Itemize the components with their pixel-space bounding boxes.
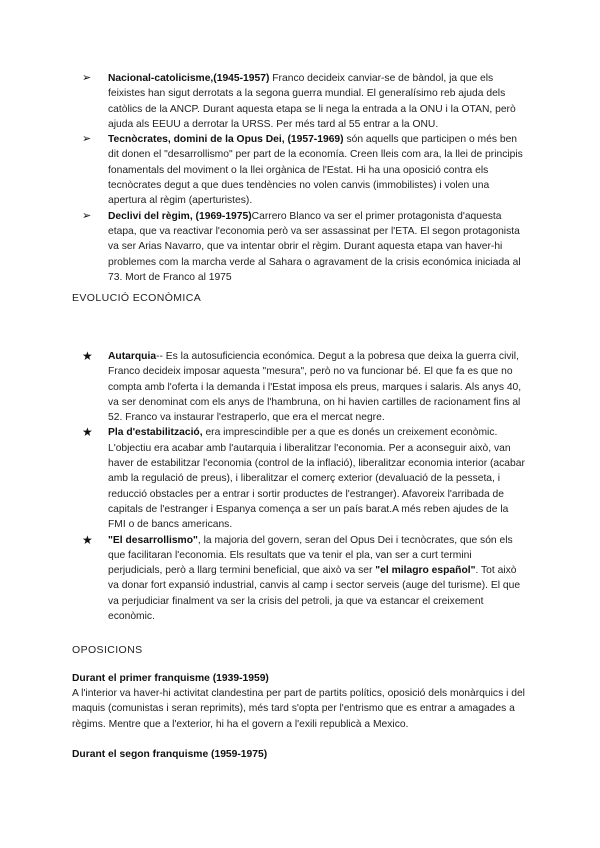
economy-item-text: -- Es la autosuficiencia económica. Degut a la pobresa que deixa la guerra civil, Franco decideix imposar aquesta "mesura", però no va funcionar bé. El que fa es que no compta amb l'oferta i la demanda i l'Estat imposa els preus, marques i salaris. Als anys 40, va ser denominat com els anys de l'hambruna, on hi havien cartilles de racionament fins al 52. Franco va instaurar l'estraperlo, que era el mercat negre. [108, 351, 522, 424]
period-text: Carrero Blanco va ser el primer protagonista d'aquesta etapa, que va reactivar l'economia però va ser assassinat per l'ETA. El segon protagonista va ser Arias Navarro, que va intentar obrir el règim. Durant aquesta etapa van haver-hi problemes com la marcha verde al Sahara o agravament de la crisis económica iniciada al 73. Mort de Franco al 1975 [108, 210, 521, 283]
second-francoism-title: Durant el segon franquisme (1959-1975) [72, 749, 268, 760]
first-francoism-text: A l'interior va haver-hi activitat clandestina per part de partits polítics, oposició dels monàrquics i del maquis (comunistas i seran reprimits), més tard s'opta per l'entrismo que es entrar a amagades a règims. Mentre que a l'exterior, hi ha el govern a l'exili republicà a Mexico. [72, 688, 525, 730]
period-text: són aquells que participen o més ben dit donen el "desarrollismo" per part de la economía. Creen lleis com ara, la llei de principis fonamentals del moviment o la llei orgànica de l'Estat. Hi ha una oposició contra els tecnòcrates degut a que dues tendències no volen canvis (immobilistes) i volen una apertura al règim (aperturistes). [108, 134, 523, 207]
star-bullet-icon: ★ [82, 349, 93, 363]
economy-item-title: Autarquia [108, 351, 157, 362]
economy-item-highlight: "el milagro español" [375, 565, 476, 577]
opposition-heading: OPOSICIONS [72, 644, 143, 656]
list-item [82, 425, 528, 532]
economy-item-title: Pla d'estabilització, [108, 427, 203, 439]
arrow-bullet-icon: ➢ [82, 72, 92, 84]
period-title: Tecnòcrates, domini de la Opus Dei, (1957-1969) [108, 134, 344, 146]
list-item [82, 132, 528, 208]
arrow-bullet-icon: ➢ [82, 209, 92, 222]
economy-item-text: , la majoria del govern, seran del Opus Dei i tecnòcrates, que són els que facilitaran l'economia. Els resultats que va tenir el pla, van ser a curt termini perjudicials, però a llarg termini beneficial, que això va ser [108, 534, 513, 577]
arrow-bullet-icon: ➢ [82, 133, 92, 146]
star-bullet-icon: ★ [82, 532, 93, 547]
economy-item-text-continued: . Tot això va donar fort expansió industrial, canvis al camp i sector serveis (auge del turisme). El que va perjudiciar finalment va ser la crisis del petroli, ja que va estancar el creixement econòmic. [108, 565, 521, 623]
list-item [82, 532, 528, 625]
period-title: Declivi del règim, (1969-1975) [108, 210, 252, 222]
star-bullet-icon: ★ [82, 425, 93, 440]
first-francoism-title: Durant el primer franquisme (1939-1959) [72, 673, 269, 684]
period-title: Nacional-catolicisme,(1945-1957) [108, 73, 270, 84]
period-text: Franco decideix canviar-se de bàndol, ja que els feixistes han sigut derrotats a la segona guerra mundial. El generalísimo reb ajuda dels catòlics de la ANCP. Durant aquesta etapa se li nega la entrada a la ONU i la OTAN, però ajuda als EEUU a derrotar la URSS. Per més tard al 55 entrar a la ONU. [108, 73, 516, 130]
economy-item-title: "El desarrollismo" [108, 534, 198, 546]
list-item [82, 209, 528, 285]
economy-list [82, 349, 528, 624]
period-list [82, 71, 528, 285]
list-item [82, 349, 528, 425]
economy-item-text: era imprescindible per a que es donés un creixement econòmic. L'objectiu era acabar amb l'autarquia i liberalitzar l'economia. Per a aconseguir això, van haver de estabilitzar l'economia (control de la inflació), liberalitzar economia interior (acabar amb la regulació de preus), i liberalitzar el comerç exterior (devaluació de la pesseta, i reducció obstacles per a entrar i sortir productes de l'estranger). Afavoreix l'arribada de capitals de l'estranger i Espanya comença a ser un país barat.A més reben ajudes de la FMI o de bancs americans. [108, 427, 525, 531]
list-item [82, 71, 528, 132]
economy-heading: EVOLUCIÓ ECONÒMICA [72, 292, 202, 304]
